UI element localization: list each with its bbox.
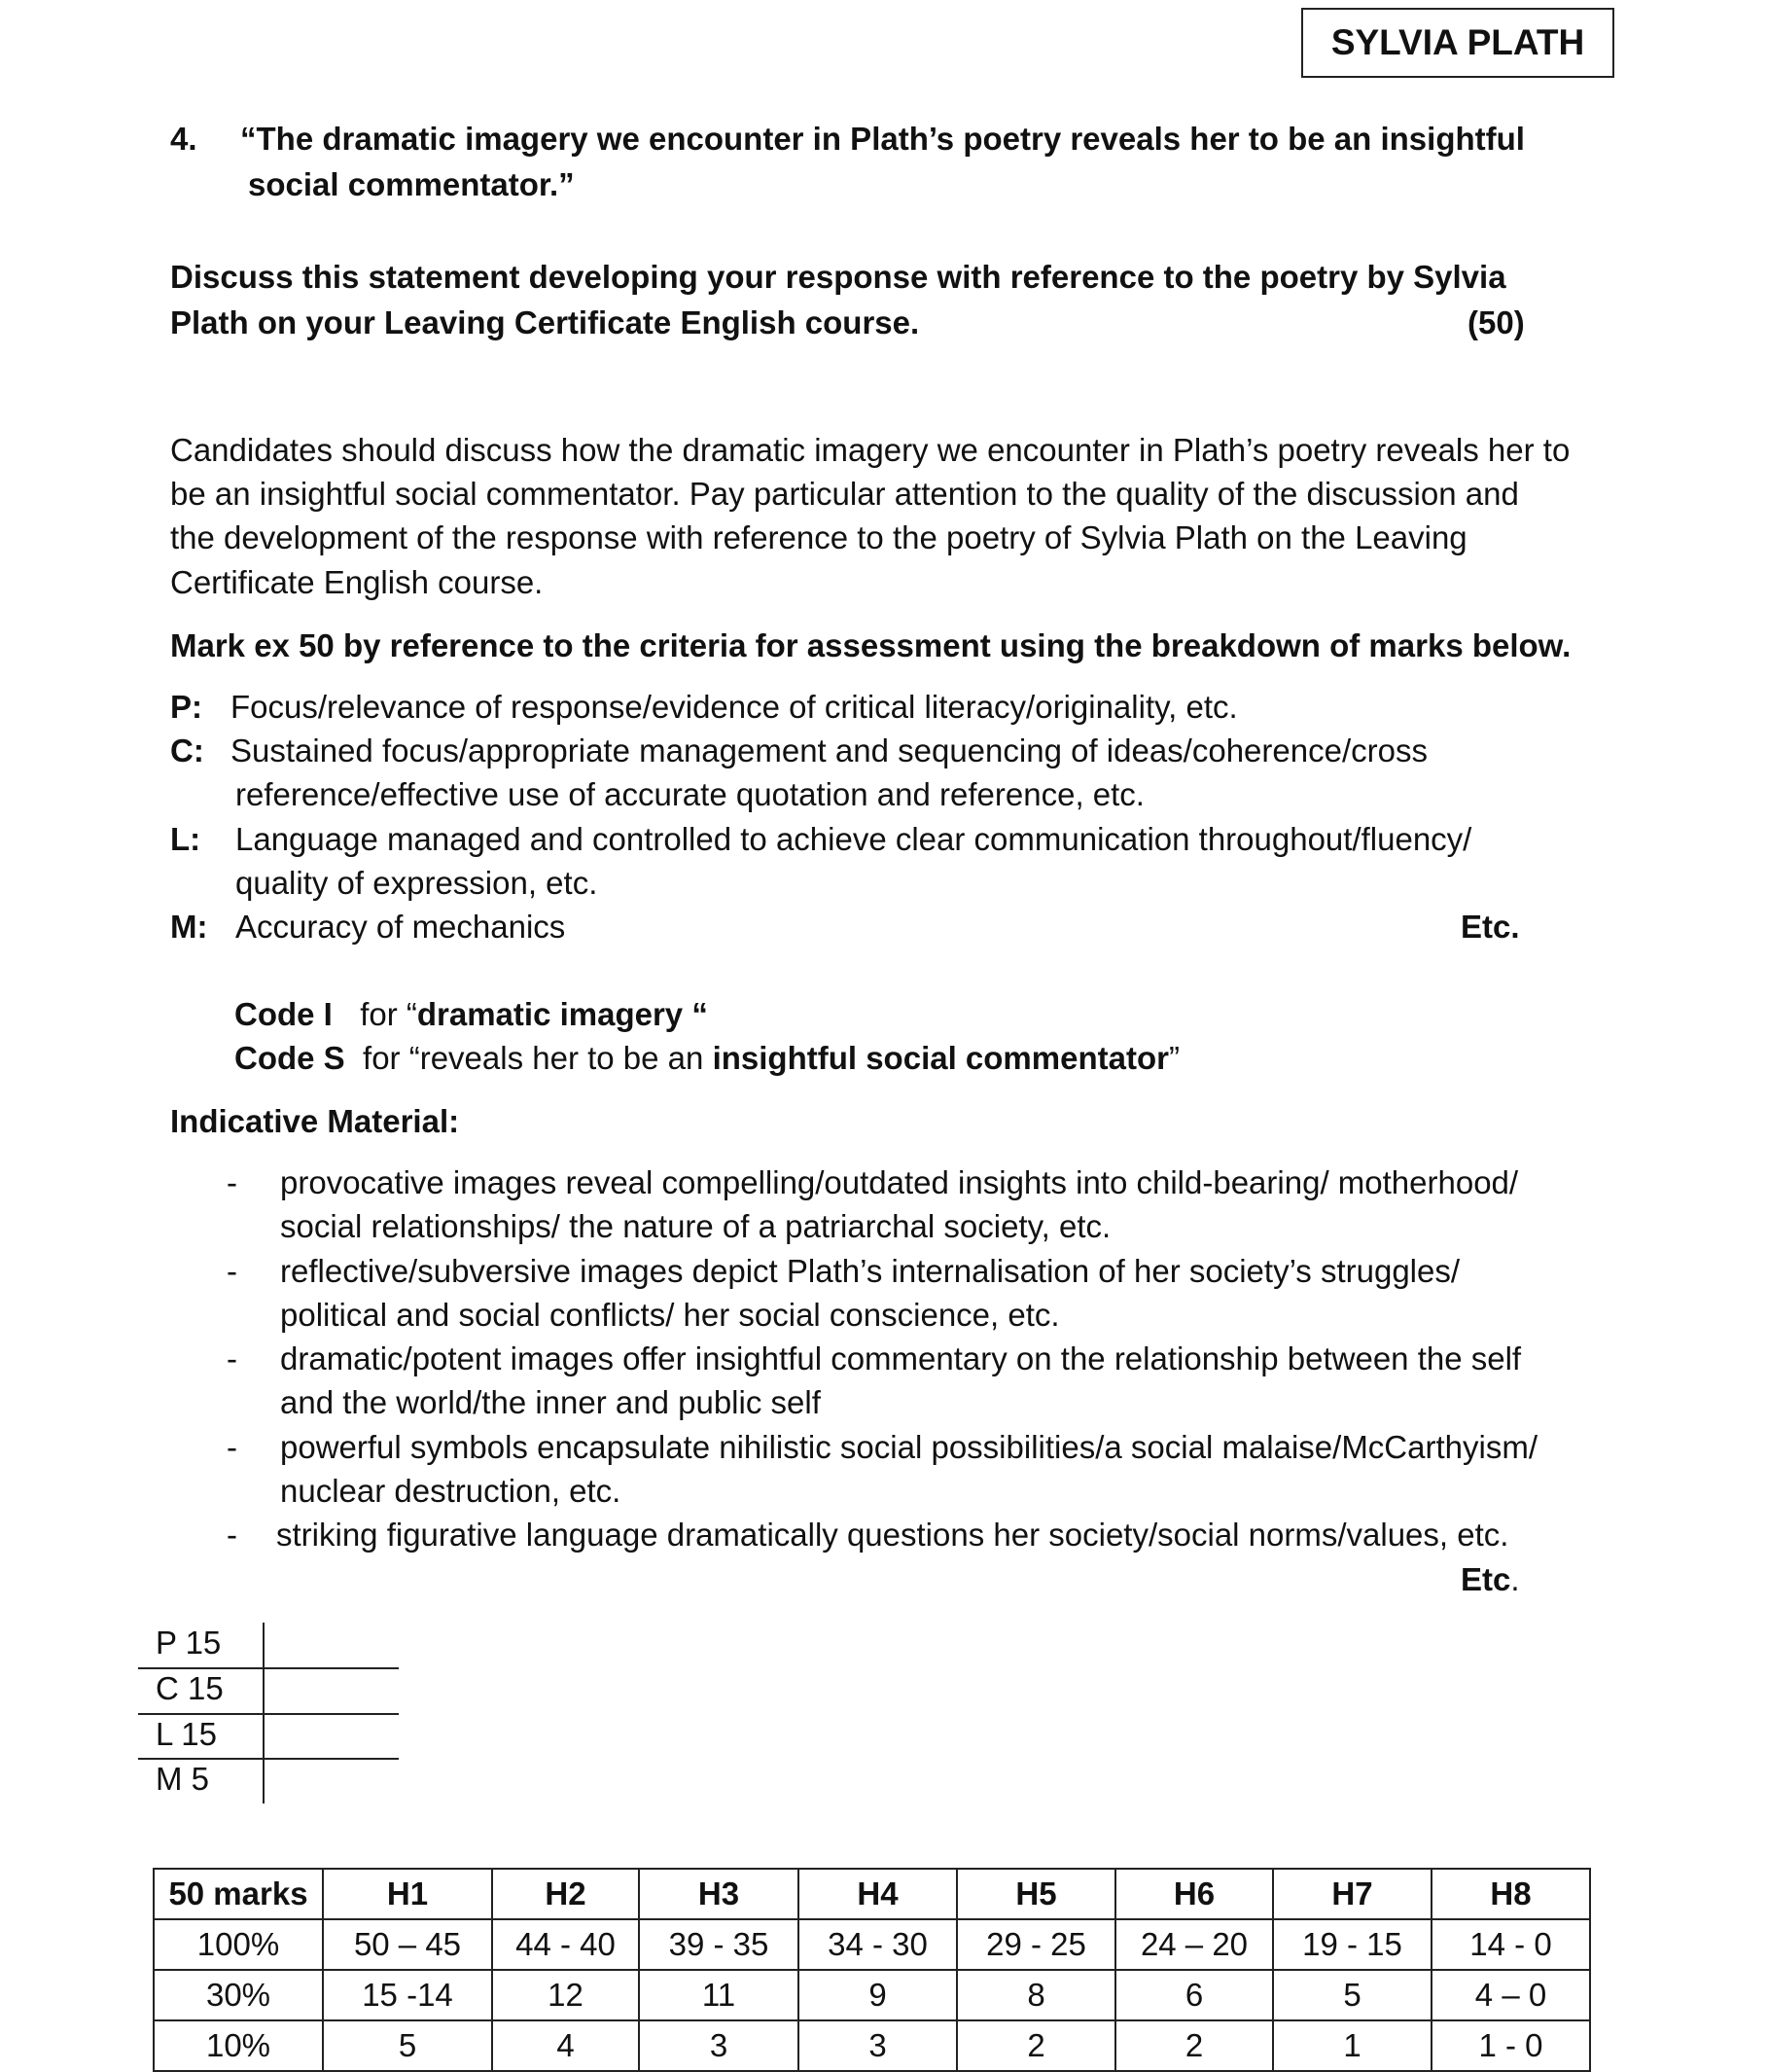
- mark-instruction: Mark ex 50 by reference to the criteria for assessment using the breakdown of marks below.: [170, 627, 1572, 663]
- grade-cell: 1 - 0: [1432, 2020, 1590, 2071]
- bullet-text: dramatic/potent images offer insightful commentary on the relationship between the self: [280, 1340, 1522, 1376]
- grade-cell: 44 - 40: [492, 1919, 639, 1970]
- bullet-text: and the world/the inner and public self: [280, 1384, 821, 1420]
- bullet-dash: -: [227, 1340, 237, 1376]
- section-title: SYLVIA PLATH: [1330, 22, 1585, 62]
- criterion-text-p: Focus/relevance of response/evidence of critical literacy/originality, etc.: [230, 689, 1238, 725]
- indicative-etc-dot: .: [1510, 1561, 1520, 1597]
- code-s-end: ”: [1168, 1040, 1180, 1076]
- code-s-label: Code S: [234, 1040, 345, 1076]
- grade-cell: 19 - 15: [1273, 1919, 1432, 1970]
- grade-cell: 100%: [154, 1919, 323, 1970]
- breakdown-label: L 15: [156, 1716, 218, 1752]
- grade-cell: 6: [1115, 1970, 1273, 2020]
- grade-cell: 3: [639, 2020, 798, 2071]
- grade-header-cell: H4: [798, 1869, 957, 1919]
- grade-table-row: [154, 2020, 1590, 2071]
- question-line-1: “The dramatic imagery we encounter in Plath’s poetry reveals her to be an insightful: [240, 121, 1525, 157]
- grade-header-cell: H1: [323, 1869, 492, 1919]
- bullet-text: striking figurative language dramatically questions her society/social norms/values, etc.: [276, 1517, 1509, 1553]
- criterion-text-l: Language managed and controlled to achieve clear communication throughout/fluency/: [235, 821, 1472, 857]
- bullet-text: social relationships/ the nature of a patriarchal society, etc.: [280, 1208, 1112, 1244]
- grade-cell: 3: [798, 2020, 957, 2071]
- criterion-text-m: Accuracy of mechanics: [235, 909, 566, 945]
- instruction-line-2: Plath on your Leaving Certificate English course.: [170, 304, 920, 340]
- grade-header-cell: H2: [492, 1869, 639, 1919]
- grade-cell: 12: [492, 1970, 639, 2020]
- guidance-line: the development of the response with reference to the poetry of Sylvia Plath on the Leaving: [170, 519, 1467, 555]
- grade-cell: 30%: [154, 1970, 323, 2020]
- grade-table-row: [154, 1919, 1590, 1970]
- guidance-line: be an insightful social commentator. Pay particular attention to the quality of the discussion and: [170, 476, 1519, 512]
- breakdown-row: [138, 1623, 399, 1667]
- grade-header-cell: H3: [639, 1869, 798, 1919]
- grade-cell: 4: [492, 2020, 639, 2071]
- grade-cell: 1: [1273, 2020, 1432, 2071]
- breakdown-row: [138, 1759, 399, 1804]
- grade-header-cell: H6: [1115, 1869, 1273, 1919]
- bullet-dash: -: [227, 1253, 237, 1289]
- question-number: 4.: [170, 121, 197, 157]
- criterion-text-c: reference/effective use of accurate quotation and reference, etc.: [235, 776, 1145, 812]
- grade-cell: 2: [1115, 2020, 1273, 2071]
- question-line-2: social commentator.”: [248, 166, 575, 202]
- grade-table-row: [154, 1970, 1590, 2020]
- code-s-for: for “reveals her to be an: [363, 1040, 713, 1076]
- bullet-text: powerful symbols encapsulate nihilistic social possibilities/a social malaise/McCarthyism/: [280, 1429, 1538, 1465]
- grade-cell: 8: [957, 1970, 1115, 2020]
- grade-table-header: [154, 1869, 1590, 1919]
- breakdown-row: [138, 1668, 399, 1713]
- grade-cell: 9: [798, 1970, 957, 2020]
- indicative-etc: [1461, 1557, 1520, 1601]
- grade-cell: 15 -14: [323, 1970, 492, 2020]
- grade-cell: 11: [639, 1970, 798, 2020]
- question-marks: (50): [1467, 304, 1525, 340]
- criterion-text-l: quality of expression, etc.: [235, 865, 598, 901]
- bullet-text: political and social conflicts/ her social conscience, etc.: [280, 1297, 1060, 1333]
- bullet-dash: -: [227, 1429, 237, 1465]
- grade-cell: 5: [323, 2020, 492, 2071]
- grade-cell: 14 - 0: [1432, 1919, 1590, 1970]
- bullet-text: nuclear destruction, etc.: [280, 1473, 621, 1509]
- criterion-letter-c: C:: [170, 732, 204, 768]
- grade-cell: 34 - 30: [798, 1919, 957, 1970]
- instruction-line-1: Discuss this statement developing your response with reference to the poetry by Sylvia: [170, 259, 1506, 295]
- grade-cell: 4 – 0: [1432, 1970, 1590, 2020]
- grade-header-cell: H7: [1273, 1869, 1432, 1919]
- grade-cell: 10%: [154, 2020, 323, 2071]
- marks-breakdown-table: [138, 1623, 399, 1804]
- grade-cell: 29 - 25: [957, 1919, 1115, 1970]
- bullet-text: reflective/subversive images depict Plath’s internalisation of her society’s struggles/: [280, 1253, 1461, 1289]
- indicative-etc-bold: Etc: [1461, 1561, 1511, 1597]
- criterion-letter-p: P:: [170, 689, 202, 725]
- breakdown-label: P 15: [156, 1625, 222, 1661]
- bullet-dash: -: [227, 1164, 237, 1200]
- code-i-line: [234, 992, 708, 1036]
- criterion-letter-m: M:: [170, 909, 208, 945]
- grade-cell: 5: [1273, 1970, 1432, 2020]
- criterion-letter-l: L:: [170, 821, 201, 857]
- breakdown-label: C 15: [156, 1670, 224, 1706]
- breakdown-row: [138, 1714, 399, 1759]
- grade-table: [153, 1868, 1591, 2072]
- criterion-text-c: Sustained focus/appropriate management and sequencing of ideas/coherence/cross: [230, 732, 1428, 768]
- code-i-bold: dramatic imagery “: [416, 996, 708, 1032]
- guidance-line: Candidates should discuss how the dramatic imagery we encounter in Plath’s poetry reveals her to: [170, 432, 1571, 468]
- grade-cell: 2: [957, 2020, 1115, 2071]
- grade-cell: 50 – 45: [323, 1919, 492, 1970]
- guidance-line: Certificate English course.: [170, 564, 544, 600]
- grade-header-cell: H5: [957, 1869, 1115, 1919]
- breakdown-label: M 5: [156, 1761, 210, 1797]
- indicative-heading: Indicative Material:: [170, 1103, 460, 1139]
- bullet-dash: -: [227, 1517, 237, 1553]
- criteria-etc: Etc.: [1461, 909, 1520, 945]
- grade-header-cell: H8: [1432, 1869, 1590, 1919]
- grade-cell: 24 – 20: [1115, 1919, 1273, 1970]
- grade-header-cell: 50 marks: [154, 1869, 323, 1919]
- code-i-for: for “: [360, 996, 417, 1032]
- code-s-bold: insightful social commentator: [712, 1040, 1169, 1076]
- bullet-text: provocative images reveal compelling/outdated insights into child-bearing/ motherhood/: [280, 1164, 1519, 1200]
- section-title-box: [1301, 8, 1614, 78]
- code-i-label: Code I: [234, 996, 333, 1032]
- code-s-line: [234, 1036, 1180, 1080]
- grade-cell: 39 - 35: [639, 1919, 798, 1970]
